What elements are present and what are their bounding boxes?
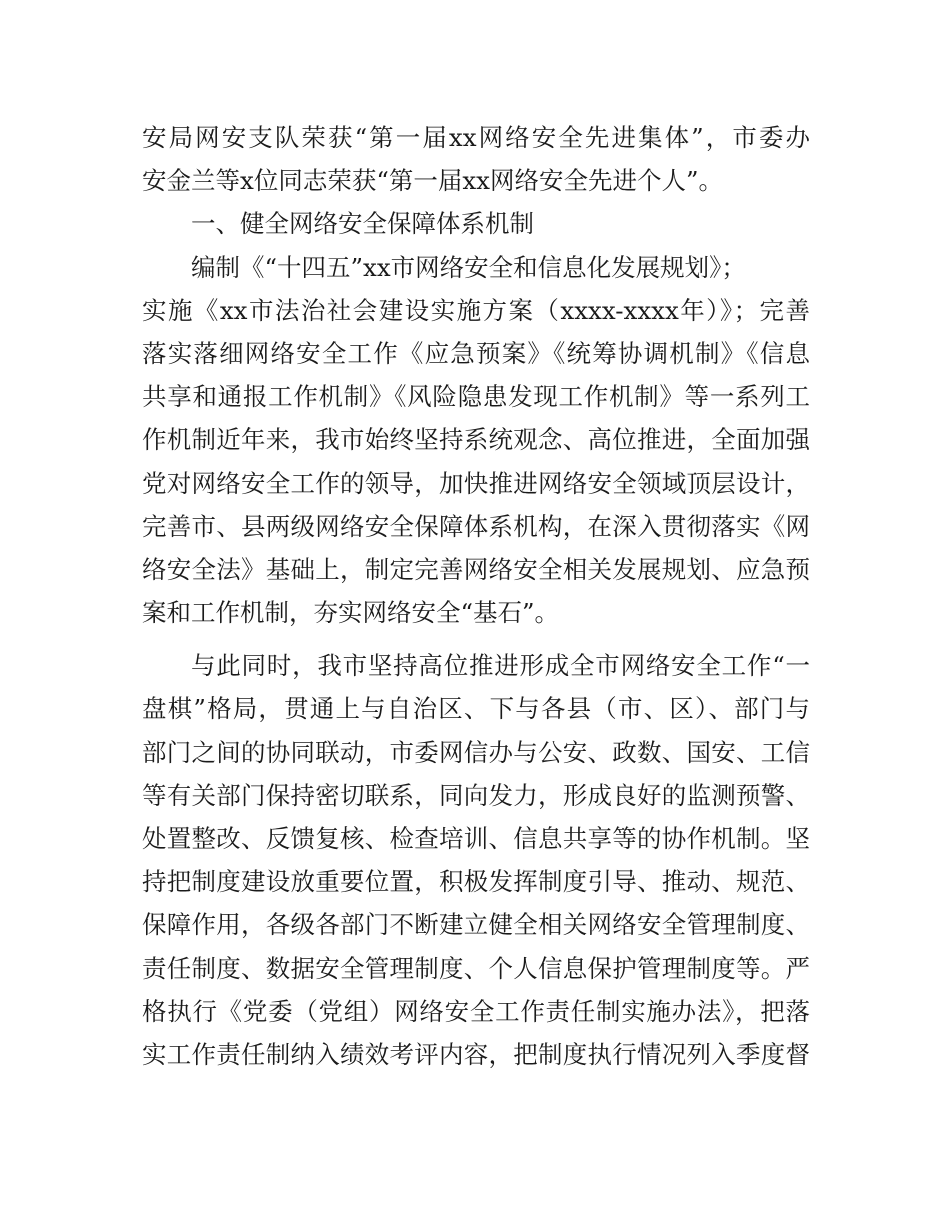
text-line: 部门之间的协同联动，市委网信办与公安、政数、国安、工信: [142, 737, 810, 767]
text-line: 持把制度建设放重要位置，积极发挥制度引导、推动、规范、: [142, 867, 810, 897]
section-heading: 一、健全网络安全保障体系机制: [191, 209, 534, 239]
text-line: 盘棋”格局，贯通上与自治区、下与各县（市、区）、部门与: [142, 694, 810, 724]
text-line: 安金兰等x位同志荣获“第一届xx网络安全先进个人”。: [142, 166, 723, 196]
text-line: 实工作责任制纳入绩效考评内容，把制度执行情况列入季度督: [142, 1039, 810, 1069]
text-line: 处置整改、反馈复核、检查培训、信息共享等的协作机制。坚: [142, 824, 810, 853]
document-body: [142, 116, 810, 1076]
text-line: 案和工作机制，夯实网络安全“基石”。: [142, 598, 560, 628]
text-line: 与此同时，我市坚持高位推进形成全市网络安全工作“一: [191, 651, 810, 681]
text-line: 编制《“十四五”xx市网络安全和信息化发展规划》；: [191, 252, 746, 282]
text-line: 络安全法》基础上，制定完善网络安全相关发展规划、应急预: [142, 554, 810, 584]
text-line: 作机制近年来，我市始终坚持系统观念、高位推进，全面加强: [142, 425, 810, 455]
text-line: 格执行《党委（党组）网络安全工作责任制实施办法》，把落: [142, 996, 810, 1026]
text-line: 责任制度、数据安全管理制度、个人信息保护管理制度等。严: [142, 953, 810, 983]
text-line: 实施《xx市法治社会建设实施方案（xxxx-xxxx年）》；完善: [142, 295, 810, 325]
text-line: 等有关部门保持密切联系，同向发力，形成良好的监测预警、: [142, 780, 810, 810]
text-line: 党对网络安全工作的领导，加快推进网络安全领域顶层设计，: [142, 468, 810, 498]
text-line: 保障作用，各级各部门不断建立健全相关网络安全管理制度、: [142, 910, 810, 940]
text-line: 安局网安支队荣获“第一届xx网络安全先进集体”，市委办: [142, 123, 810, 152]
text-line: 完善市、县两级网络安全保障体系机构，在深入贯彻落实《网: [142, 511, 810, 541]
text-line: 共享和通报工作机制》《风险隐患发现工作机制》等一系列工: [142, 382, 810, 412]
text-line: 落实落细网络安全工作《应急预案》《统筹协调机制》《信息: [142, 338, 810, 368]
